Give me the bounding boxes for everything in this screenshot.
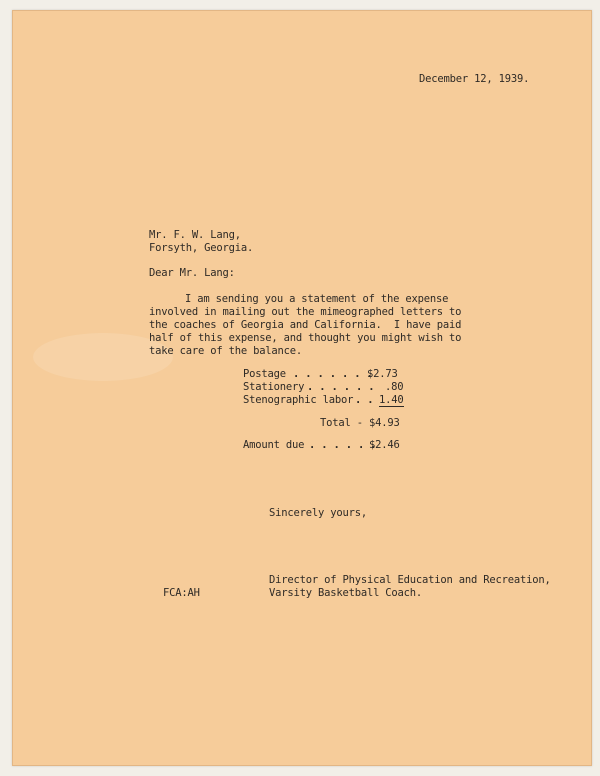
body-line: involved in mailing out the mimeographed letters to [149, 306, 462, 318]
recipient-name: Mr. F. W. Lang, [149, 229, 241, 241]
expense-dots: . . . . . . [309, 439, 377, 451]
body-line: I am sending you a statement of the expense [185, 293, 449, 305]
body-line: the coaches of Georgia and California. I have paid [149, 319, 462, 331]
expense-dots: . . . . . . [307, 381, 375, 393]
expense-amount-postage: $2.73 [367, 368, 398, 380]
recipient-city: Forsyth, Georgia. [149, 242, 254, 254]
closing: Sincerely yours, [269, 507, 367, 519]
letter-page [12, 10, 592, 766]
expense-dots: . . . . . . . [293, 368, 373, 380]
salutation: Dear Mr. Lang: [149, 267, 235, 279]
amount-due-label: Amount due [243, 439, 305, 451]
typist-initials: FCA:AH [163, 587, 200, 599]
expense-label-steno: Stenographic labor [243, 394, 354, 406]
expense-label-stationery: Stationery [243, 381, 305, 393]
expense-total-amount: $4.93 [369, 417, 400, 429]
letter-date: December 12, 1939. [419, 73, 530, 85]
body-line: half of this expense, and thought you might wish to [149, 332, 462, 344]
amount-due-value: $2.46 [369, 439, 400, 451]
expense-amount-stationery: .80 [385, 381, 404, 393]
signature-title: Varsity Basketball Coach. [269, 587, 423, 599]
expense-label-postage: Postage [243, 368, 286, 380]
body-line: take care of the balance. [149, 345, 303, 357]
expense-total-label: Total - [320, 417, 369, 429]
expense-dots: . . [355, 394, 374, 406]
expense-amount-steno: 1.40 [379, 394, 404, 406]
signature-title: Director of Physical Education and Recreation, [269, 574, 551, 586]
